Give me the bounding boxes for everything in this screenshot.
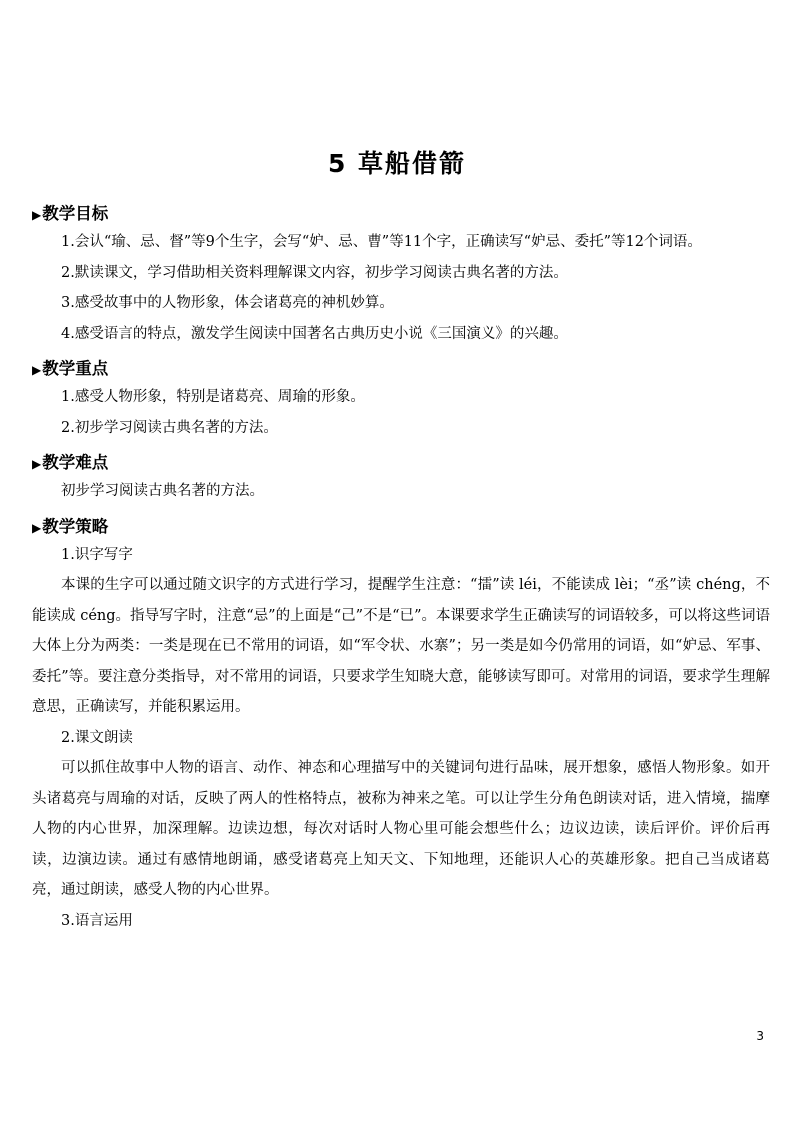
triangle-marker-icon: ▶ — [32, 457, 42, 471]
section-heading — [32, 451, 770, 476]
triangle-marker-icon: ▶ — [32, 363, 42, 377]
paragraph: 4.感受语言的特点，激发学生阅读中国著名古典历史小说《三国演义》的兴趣。 — [61, 325, 568, 342]
document-title: 5 草船借箭 — [327, 149, 467, 178]
paragraph: 本课的生字可以通过随文识字的方式进行学习，提醒学生注意：“擂”读 léi，不能读成 lèi；“丞”读 chéng，不能读成 céng。指导写字时，注意“忌”的上面是“己”不是“已”。本课要求学生正确读写的词语较多，可以将这些词语大体上分为两类：一类是现在已不常用的词语，如“军令状、水寨”；另一类是如今仍常用的词语，如“妒忌、军事、委托”等。要注意分类指导，对不常用的词语，只要求学生知晓大意，能够读写即可。对常用的词语，要求学生理解意思，正确读写，并能积累运用。 — [32, 577, 770, 715]
paragraph: 3.语言运用 — [61, 912, 133, 929]
paragraph: 1.感受人物形象，特别是诸葛亮、周瑜的形象。 — [61, 389, 365, 405]
section-heading-text: 教学目标 — [42, 204, 109, 223]
section-heading — [32, 357, 770, 382]
section-heading-text: 教学重点 — [42, 359, 109, 378]
paragraph: 2.初步学习阅读古典名著的方法。 — [61, 419, 278, 436]
paragraph: 1.识字写字 — [61, 546, 133, 563]
page-number: 3 — [756, 1029, 764, 1043]
section-heading-text: 教学策略 — [42, 516, 109, 536]
paragraph: 1.会认“瑜、忌、督”等9个生字，会写“妒、忌、曹”等11个字，正确读写“妒忌、委托”等12个词语。 — [61, 234, 702, 250]
triangle-marker-icon: ▶ — [32, 520, 42, 535]
triangle-marker-icon: ▶ — [32, 208, 42, 222]
section-heading-text: 教学难点 — [42, 453, 109, 472]
paragraph: 可以抓住故事中人物的语言、动作、神态和心理描写中的关键词句进行品味，展开想象，感悟人物形象。如开头诸葛亮与周瑜的对话，反映了两人的性格特点，被称为神来之笔。可以让学生分角色朗读对话，进入情境，揣摩人物的内心世界，加深理解。边读边想，每次对话时人物心里可能会想些什么；边议边读，读后评价。评价后再读，边演边读。通过有感情地朗诵，感受诸葛亮上知天文、下知地理，还能识人心的英雄形象。把自己当成诸葛亮，通过朗读，感受人物的内心世界。 — [32, 760, 770, 898]
section-heading — [32, 202, 770, 227]
document-body — [32, 202, 770, 936]
paragraph: 3.感受故事中的人物形象，体会诸葛亮的神机妙算。 — [61, 295, 394, 311]
section-heading — [32, 515, 770, 540]
paragraph: 2.课文朗读 — [61, 729, 133, 746]
paragraph: 2.默读课文，学习借助相关资料理解课文内容，初步学习阅读古典名著的方法。 — [61, 264, 568, 281]
paragraph: 初步学习阅读古典名著的方法。 — [61, 483, 264, 499]
